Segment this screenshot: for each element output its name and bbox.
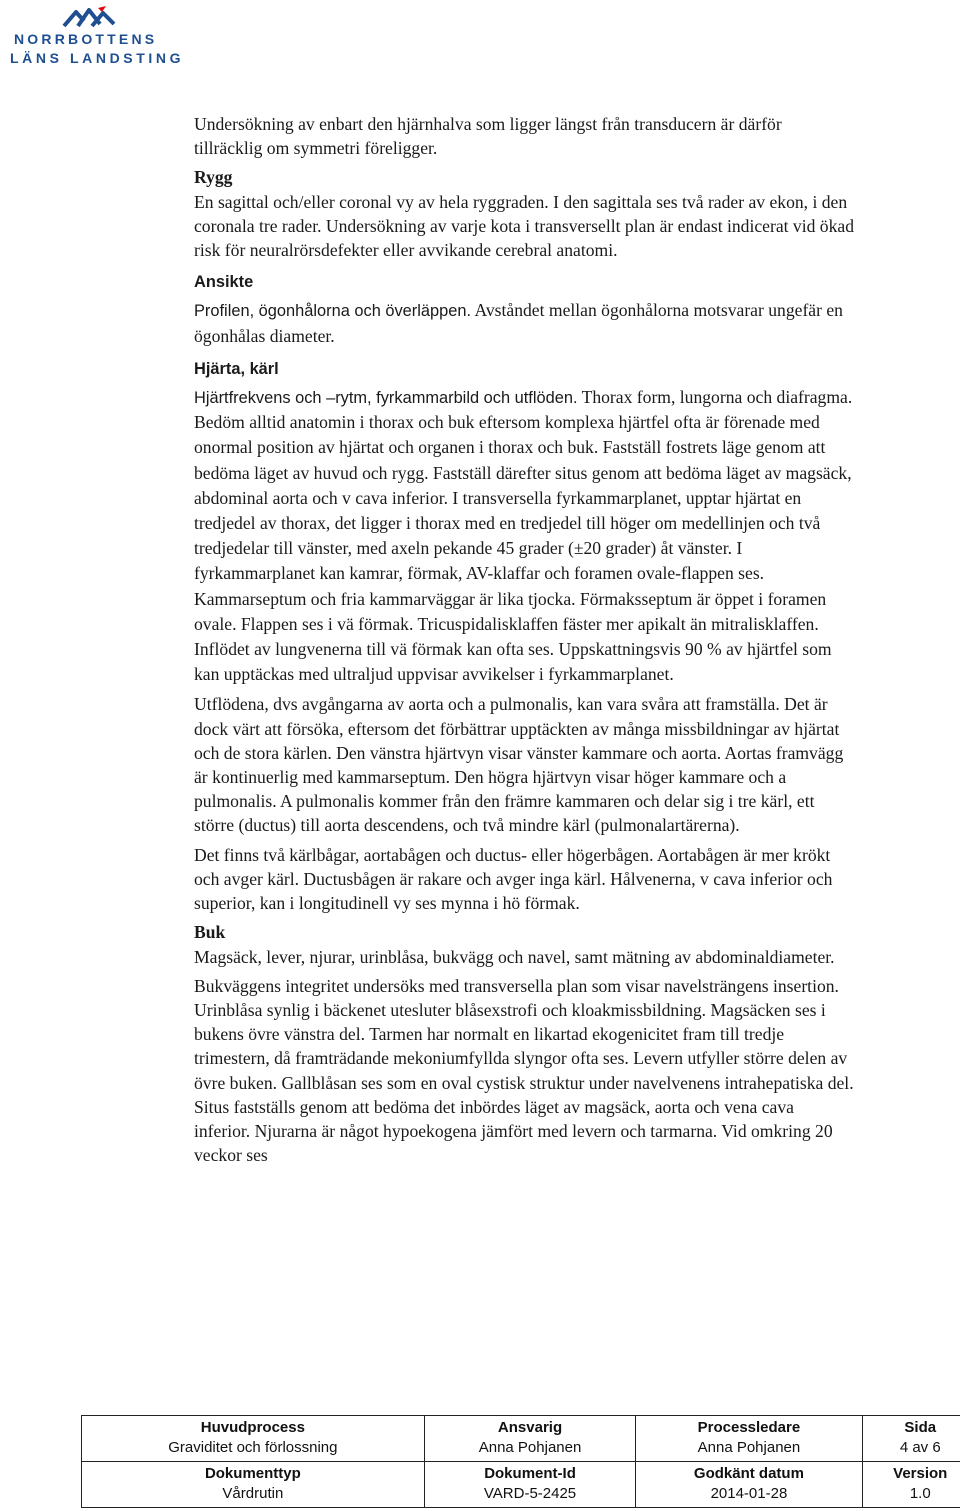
footer-label: Huvudprocess bbox=[200, 1419, 305, 1436]
document-footer-table bbox=[81, 1415, 960, 1508]
logo-text-line2: LÄNS LANDSTING bbox=[10, 50, 185, 66]
document-body bbox=[194, 112, 854, 1167]
footer-cell-processledare bbox=[636, 1416, 862, 1462]
ansikte-text-sans: Profilen, ögonhålorna och överläppen. bbox=[194, 302, 472, 321]
section-heading-ansikte: Ansikte bbox=[194, 273, 254, 292]
footer-cell-huvudprocess bbox=[82, 1416, 425, 1462]
footer-cell-godkant-datum bbox=[636, 1462, 862, 1508]
footer-value: 1.0 bbox=[909, 1485, 931, 1502]
footer-value: Vårdrutin bbox=[222, 1485, 284, 1502]
bukvagg-paragraph: Bukväggens integritet undersöks med transversella plan som visar navelsträngens insertion. Urinblåsa synlig i bäckenet utesluter blåsexstrofi och kloakmissbildning. Magsäcken ses i bukens övre vänstra del. Tarmen har normalt en likartad ekogenicitet fram till tredje trimestern, då framträdande mekoniumfyllda slyngor ofta ses. Levern utfyller större delen av övre buken. Gallblåsan ses som en oval cystisk struktur under navelvenens intrahepatiska del. Situs fastställs genom att bedöma det inbördes läget av magsäck, aorta och vena cava inferior. Njurarna är något hypoekogena jämfört med levern och tarmarna. Vid omkring 20 veckor ses bbox=[194, 975, 854, 1166]
hjarta-paragraph bbox=[194, 385, 854, 687]
organization-logo bbox=[10, 4, 185, 68]
footer-label: Godkänt datum bbox=[693, 1465, 804, 1482]
hjarta-text-sans: Hjärtfrekvens och –rytm, fyrkammarbild och utflöden. bbox=[194, 389, 578, 408]
ansikte-text-serif: Avståndet mellan ögonhålorna motsvarar ungefär en ögonhålas diameter. bbox=[194, 300, 843, 346]
hjarta-text-serif-1: Thorax form, lungorna och diafragma. bbox=[577, 387, 853, 408]
footer-row-2 bbox=[82, 1462, 960, 1508]
footer-value: Graviditet och förlossning bbox=[168, 1439, 338, 1456]
footer-cell-dokumenttyp bbox=[82, 1462, 425, 1508]
footer-label: Ansvarig bbox=[497, 1419, 563, 1436]
logo-mark-icon bbox=[62, 4, 118, 30]
logo-text-line1: NORRBOTTENS bbox=[14, 31, 158, 47]
footer-value: Anna Pohjanen bbox=[697, 1439, 801, 1456]
utflodena-paragraph: Utflödena, dvs avgångarna av aorta och a pulmonalis, kan vara svåra att framställa. Det är dock värt att försöka, eftersom det förbättrar upptäckten av många missbildningar av hjärtat och de stora kärlen. Den vänstra hjärtvyn visar vänster kammare och aorta. Aortas framvägg är kontinuerlig med kammarseptum. Den högra hjärtvyn visar höger kammare och a pulmonalis. A pulmonalis kommer från den främre kammaren och delar sig i tre kärl, ett större (ductus) till aorta descendens, och två mindre kärl (pulmonalartärerna). bbox=[194, 694, 844, 836]
hjarta-text-serif-2: Bedöm alltid anatomin i thorax och buk eftersom komplexa hjärtfel ofta är förenade med onormal position av hjärtat och organen i thorax och buk. Fastställ fostrets läge genom att bedöma läget av huvud och rygg. Fastställ därefter situs genom att bedöma läget av magsäck, abdominal aorta och v cava inferior. I transversella fyrkammarplanet, upptar hjärtat en tredjedel av thorax, det ligger i thorax med en tredjedel till höger om medellinjen och två tredjedelar till vänster, med axeln pekande 45 grader (±20 grader) åt vänster. I fyrkammarplanet kan kamrar, förmak, AV-klaffar och foramen ovale-flappen ses. Kammarseptum och fria kammarväggar är lika tjocka. Förmaksseptum är öppet i foramen ovale. Flappen ses i vä förmak. Tricuspidalisklaffen fäster mer apikalt än mitralisklaffen. Inflödet av lungvenerna till vä förmak kan ofta ses. Uppskattningsvis 90 % av hjärtfel som kan upptäckas med ultraljud uppvisar avvikelser i fyrkammarplanet. bbox=[194, 412, 852, 685]
footer-label: Version bbox=[893, 1465, 948, 1482]
footer-label: Sida bbox=[904, 1419, 937, 1436]
section-heading-buk: Buk bbox=[194, 922, 226, 943]
footer-cell-sida bbox=[862, 1416, 960, 1462]
footer-cell-dokument-id bbox=[424, 1462, 636, 1508]
footer-value: 4 av 6 bbox=[899, 1439, 941, 1456]
ansikte-paragraph bbox=[194, 298, 854, 348]
intro-paragraph: Undersökning av enbart den hjärnhalva som ligger längst från transducern är därför tillräcklig om symmetri föreligger. bbox=[194, 114, 782, 159]
section-heading-rygg: Rygg bbox=[194, 167, 233, 188]
footer-row-1 bbox=[82, 1416, 960, 1462]
section-heading-hjarta: Hjärta, kärl bbox=[194, 359, 279, 378]
footer-cell-ansvarig bbox=[424, 1416, 636, 1462]
footer-value: Anna Pohjanen bbox=[478, 1439, 582, 1456]
buk-paragraph: Magsäck, lever, njurar, urinblåsa, bukvägg och navel, samt mätning av abdominaldiameter. bbox=[194, 946, 835, 967]
footer-value: VARD-5-2425 bbox=[483, 1485, 577, 1502]
footer-label: Processledare bbox=[697, 1419, 801, 1436]
footer-label: Dokument-Id bbox=[484, 1465, 576, 1482]
footer-label: Dokumenttyp bbox=[204, 1465, 301, 1482]
rygg-paragraph: En sagittal och/eller coronal vy av hela ryggraden. I den sagittala ses två rader av ekon, i den coronala tre rader. Undersökning av varje kota i transversellt plan är endast indicerat vid ökad risk för neuralrörsdefekter eller avvikande cerebral anatomi. bbox=[194, 191, 855, 261]
footer-cell-version bbox=[862, 1462, 960, 1508]
karlbagar-paragraph: Det finns två kärlbågar, aortabågen och ductus- eller högerbågen. Aortabågen är mer krökt och avger kärl. Ductusbågen är rakare och avger inga kärl. Hålvenerna, v cava inferior och superior, kan i longitudinell vy ses mynna i hö förmak. bbox=[194, 844, 833, 914]
footer-value: 2014-01-28 bbox=[710, 1485, 788, 1502]
